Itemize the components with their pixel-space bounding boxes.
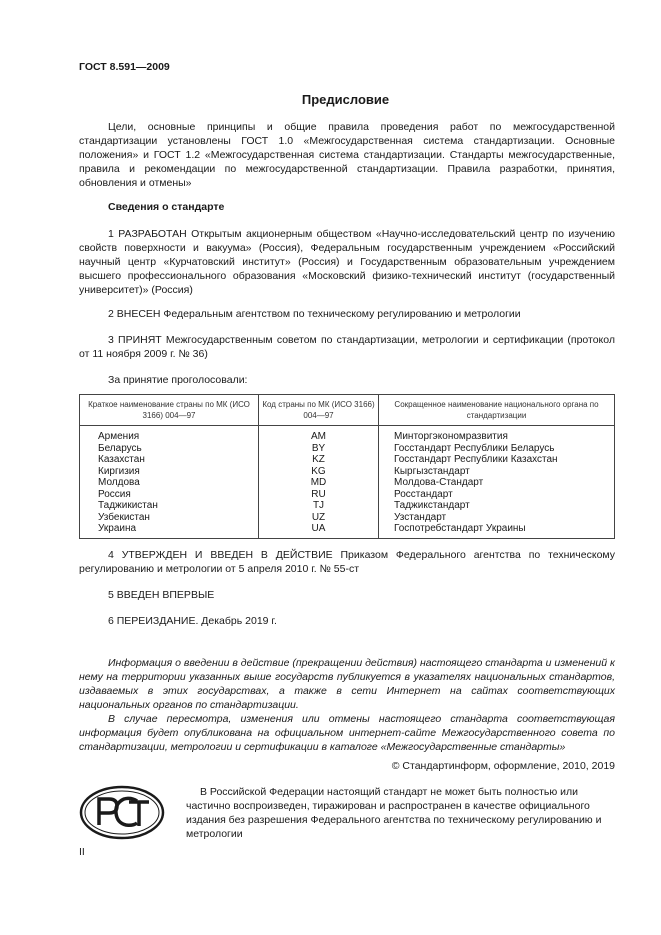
code-cell: UA (259, 523, 379, 538)
code-cell: TJ (259, 500, 379, 512)
country-cell: Россия (80, 489, 259, 501)
table-row (80, 489, 615, 501)
table-row (80, 500, 615, 512)
body-cell: Молдова-Стандарт (379, 477, 615, 489)
copyright-notice: В Российской Федерации настоящий стандарт не может быть полностью или частично воспроизведен, тиражирован и распространен в качестве официального издания без разрешения Федерального агентства по техническому регулированию и метрологии (186, 786, 602, 840)
country-cell: Беларусь (80, 443, 259, 455)
info-block (79, 656, 615, 754)
body-cell: Госстандарт Республики Казахстан (379, 454, 615, 466)
code-cell: RU (259, 489, 379, 501)
intro-paragraph: Цели, основные принципы и общие правила проведения работ по межгосударственной стандартизации установлены ГОСТ 1.0 «Межгосударственная система стандартизации. Основные положения» и ГОСТ 1.2 «Межгосударственная система стандартизации. Стандарты межгосударственные, правила и рекомендации по межгосударственной стандартизации. Правила разработки, принятия, обновления и отмены» (79, 121, 615, 189)
body-cell: Росстандарт (379, 489, 615, 501)
code-cell: KZ (259, 454, 379, 466)
code-cell: BY (259, 443, 379, 455)
col-header-body: Сокращенное наименование национального органа по стандартизации (379, 395, 615, 426)
table-row (80, 523, 615, 538)
body-cell: Таджикстандарт (379, 500, 615, 512)
table-row (80, 466, 615, 478)
country-cell: Таджикистан (80, 500, 259, 512)
page-number: II (79, 846, 85, 858)
standard-id: ГОСТ 8.591—2009 (79, 61, 170, 73)
country-cell: Киргизия (80, 466, 259, 478)
info-paragraph-1: Информация о введении в действие (прекращении действия) настоящего стандарта и изменений к нему на территории указанных выше государств публикуется в указателях национальных стандартов, издаваемых в этих государствах, а также в сети Интернет на сайтах соответствующих национальных органов по стандартизации. (79, 657, 615, 711)
table-row (80, 426, 615, 443)
copyright: © Стандартинформ, оформление, 2010, 2019 (391, 760, 615, 772)
code-cell: KG (259, 466, 379, 478)
item-5: 5 ВВЕДЕН ВПЕРВЫЕ (108, 589, 215, 601)
country-cell: Казахстан (80, 454, 259, 466)
table-row (80, 454, 615, 466)
col-header-code: Код страны по МК (ИСО 3166) 004—97 (259, 395, 379, 426)
item-1: 1 РАЗРАБОТАН Открытым акционерным обществом «Научно-исследовательский центр по изучению свойств поверхности и вакуума» (Россия), Федеральным государственным учреждением «Российский научный центр «Курчатовский институт» (Россия) и Государственным образовательным учреждением высшего профессионального образования «Московский физико-технический институт (государственный университет)» (Россия) (79, 228, 615, 296)
col-header-country: Краткое наименование страны по МК (ИСО 3166) 004—97 (80, 395, 259, 426)
table-row (80, 443, 615, 455)
country-cell: Узбекистан (80, 512, 259, 524)
voted-label: За принятие проголосовали: (108, 374, 248, 386)
table-row (80, 512, 615, 524)
table-row (80, 477, 615, 489)
item-2: 2 ВНЕСЕН Федеральным агентством по техническому регулированию и метрологии (108, 308, 521, 320)
body-cell: Узстандарт (379, 512, 615, 524)
country-cell: Армения (80, 426, 259, 443)
body-cell: Минторгэкономразвития (379, 426, 615, 443)
body-cell: Кыргызстандарт (379, 466, 615, 478)
page-title: Предисловие (301, 92, 390, 107)
body-cell: Госпотребстандарт Украины (379, 523, 615, 538)
code-cell: MD (259, 477, 379, 489)
country-cell: Украина (80, 523, 259, 538)
body-cell: Госстандарт Республики Беларусь (379, 443, 615, 455)
country-cell: Молдова (80, 477, 259, 489)
item-4: 4 УТВЕРЖДЕН И ВВЕДЕН В ДЕЙСТВИЕ Приказом Федерального агентства по техническому регулированию и метрологии от 5 апреля 2010 г. № 55-ст (79, 549, 615, 575)
code-cell: UZ (259, 512, 379, 524)
voting-table (79, 394, 615, 539)
item-3: 3 ПРИНЯТ Межгосударственным советом по стандартизации, метрологии и сертификации (протокол от 11 ноября 2009 г. № 36) (79, 334, 615, 360)
info-paragraph-2: В случае пересмотра, изменения или отмены настоящего стандарта соответствующая информация будет опубликована на официальном интернет-сайте Межгосударственного совета по стандартизации, метрологии и сертификации в каталоге «Межгосударственные стандарты» (79, 713, 615, 753)
item-6: 6 ПЕРЕИЗДАНИЕ. Декабрь 2019 г. (108, 615, 277, 627)
table-header-row (80, 395, 615, 426)
rst-logo-icon (79, 785, 165, 840)
about-heading: Сведения о стандарте (108, 201, 225, 213)
code-cell: AM (259, 426, 379, 443)
